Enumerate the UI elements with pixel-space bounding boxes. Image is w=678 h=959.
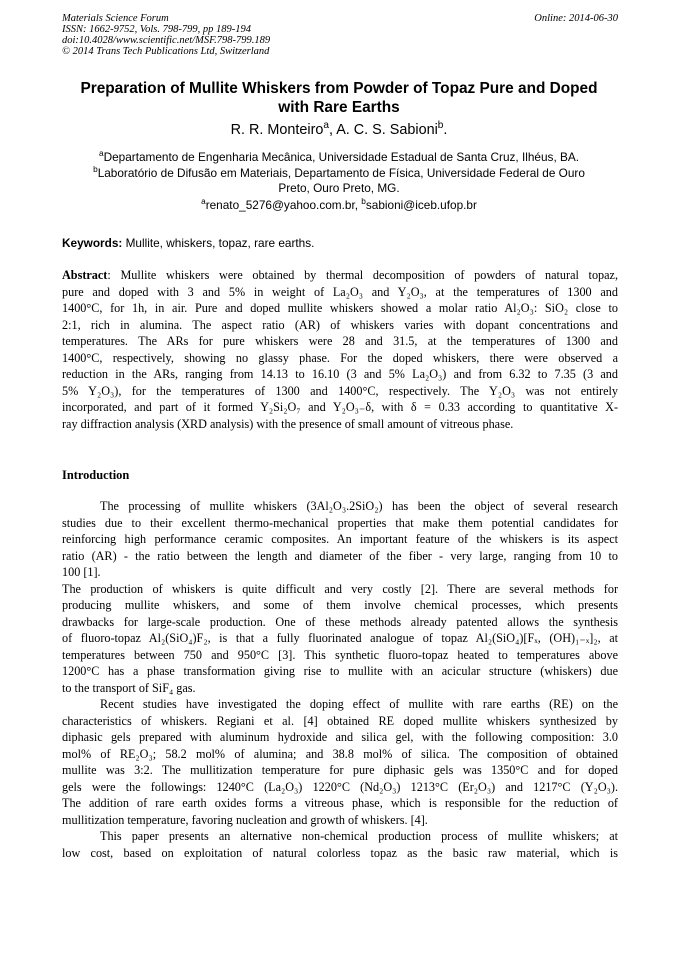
body-line: low cost, based on exploitation of natural colorless topaz as the basic raw material, which is <box>62 845 618 860</box>
author-1-affil-mark: a <box>323 120 329 132</box>
body-line: drawbacks for large-scale production. One of these methods already patented allows the synthesis <box>62 614 618 629</box>
body-line: 1200°C has a phase transformation giving rise to mullite with an acicular structure (whiskers) due <box>62 664 618 678</box>
author-list <box>40 121 638 139</box>
affiliation-b-mark: b <box>93 164 98 174</box>
author-1: R. R. Monteiro <box>230 122 324 138</box>
body-line: of fluoro-topaz Al₂(SiO₄)F₂, is that a fully fluorinated analogue of topaz Al₂(SiO₄)[Fₓ, (OH)₁₋ₓ]₂, at <box>62 631 618 645</box>
doi-line: doi:10.4028/www.scientific.net/MSF.798-799.189 <box>62 35 271 46</box>
body-line: This paper presents an alternative non-chemical production process of mullite whiskers; at <box>100 829 618 843</box>
issn-line: ISSN: 1662-9752, Vols. 798-799, pp 189-194 <box>62 24 251 35</box>
keywords-text: Mullite, whiskers, topaz, rare earths. <box>122 236 315 250</box>
affiliation-a-text: Departamento de Engenharia Mecânica, Universidade Estadual de Santa Cruz, Ilhéus, BA. <box>103 150 580 164</box>
author-2: A. C. S. Sabioni <box>336 122 438 138</box>
body-line: diphasic gels prepared with aluminum hydroxide and silica gel, with the following composition: 3.0 <box>62 730 618 744</box>
keywords <box>62 236 618 251</box>
body-line: ratio (AR) - the ratio between the length and diameter of the fiber - very large, ranging from 10 to <box>62 548 618 563</box>
affiliation-b <box>70 166 608 182</box>
affiliation-a <box>70 150 608 166</box>
email-b-mark: b <box>361 197 366 207</box>
abstract-line: pure and doped with 3 and 5% in weight of La₂O₃ and Y₂O₃, at the temperatures of 1300 and <box>62 284 618 299</box>
abstract-line: ray diffraction analysis (XRD analysis) with the presence of small amount of vitreous phase. <box>62 416 514 431</box>
author-2-affil-mark: b <box>437 120 444 132</box>
journal-name: Materials Science Forum <box>62 13 169 24</box>
abstract-line: 5% Y₂O₃), for the temperatures of 1300 and 1400°C, respectively. The Y₂O₃ was not entirely <box>62 383 618 398</box>
author-list-end: . <box>443 122 448 138</box>
abstract-label: Abstract <box>62 268 108 282</box>
introduction-body <box>62 498 618 861</box>
body-line: The processing of mullite whiskers (3Al₂O₃.2SiO₂) has been the object of several research <box>100 499 618 513</box>
abstract-line: 1400°C, respectively, showing no glassy phase. For the doped whiskers, there were observed a <box>62 350 618 365</box>
body-line: reinforcing high performance ceramic composites. An important feature of the whiskers is its aspect <box>62 532 618 546</box>
journal-header <box>62 13 618 57</box>
section-heading-introduction: Introduction <box>62 468 130 482</box>
body-line: mullite was 3:2. The mullitization temperature for pure diphasic gels was 1350°C and for doped <box>62 763 618 777</box>
body-line: The addition of rare earth oxides forms a vitreous phase, which is responsible for the reduction of <box>62 796 618 810</box>
body-line: 100 [1]. <box>62 565 101 579</box>
body-line: Recent studies have investigated the doping effect of mullite with rare earths (RE) on the <box>100 697 618 711</box>
body-line: characteristics of whiskers. Regiani et al. [4] obtained RE doped mullite whiskers synthesized by <box>62 713 618 728</box>
abstract-line: 2:1, rich in alumina. The aspect ratio (AR) of whiskers varies with dopant concentrations and <box>62 317 618 332</box>
affiliations <box>70 150 608 197</box>
body-line: mullitization temperature, favoring nucleation and growth of whiskers. [4]. <box>62 812 428 827</box>
body-line: producing mullite whiskers, and some of them involve chemical processes, which presents <box>62 598 618 612</box>
title-line-1: Preparation of Mullite Whiskers from Powder of Topaz Pure and Doped <box>80 80 598 97</box>
body-line: The production of whiskers is quite difficult and very costly [2]. There are several methods for <box>62 581 618 596</box>
abstract-line: incorporated, and part of it formed Y₂Si₂O₇ and Y₂O₃₋δ, with δ = 0.33 according to quantitative X- <box>62 400 618 414</box>
email-b: sabioni@iceb.ufop.br <box>365 198 477 212</box>
abstract-line: 1400°C, for 1h, in air. Pure and doped mullite whiskers showed a molar ratio Al₂O₃: SiO₂ close to <box>62 301 618 315</box>
author-separator: , <box>328 122 337 138</box>
body-line: gels were the followings: 1240°C (La₂O₃) 1220°C (Nd₂O₃) 1213°C (Er₂O₃) and 1217°C (Y₂O₃). <box>62 779 618 794</box>
body-line: mol% of RE₂O₃; 58.2 mol% of alumina; and 38.8 mol% of silica. The composition of obtained <box>62 746 618 761</box>
email-a-mark: a <box>201 197 206 207</box>
affiliation-b-text-2: Preto, Ouro Preto, MG. <box>278 181 400 195</box>
affiliation-b-text-1: Laboratório de Difusão em Materiais, Departamento de Física, Universidade Federal de Ouro <box>97 165 585 180</box>
body-line: to the transport of SiF₄ gas. <box>62 680 196 695</box>
paper-title <box>40 79 638 117</box>
copyright-line: © 2014 Trans Tech Publications Ltd, Switzerland <box>62 46 270 57</box>
affiliation-a-mark: a <box>98 149 104 159</box>
abstract <box>62 267 618 432</box>
author-emails <box>40 198 638 213</box>
abstract-line-text: : Mullite whiskers were obtained by thermal decomposition of powders of natural topaz, <box>107 268 618 282</box>
abstract-line <box>62 267 618 284</box>
title-line-2: with Rare Earths <box>278 99 400 116</box>
email-a: renato_5276@yahoo.com.br, <box>205 198 362 212</box>
body-line: temperatures between 750 and 950°C [3]. This synthetic fluoro-topaz heated to temperatures above <box>62 647 618 662</box>
body-line: studies due to their excellent thermo-mechanical properties that make them potential candidates for <box>62 515 618 530</box>
abstract-line: reduction in the ARs, ranging from 14.13 to 16.10 (3 and 5% La₂O₃) and from 6.32 to 7.35 (3 and <box>62 367 618 381</box>
keywords-label: Keywords: <box>62 236 123 250</box>
abstract-line: temperatures. The ARs for pure whiskers were 28 and 31.5, at the temperatures of 1300 and <box>62 334 618 348</box>
online-date: Online: 2014-06-30 <box>534 13 618 24</box>
